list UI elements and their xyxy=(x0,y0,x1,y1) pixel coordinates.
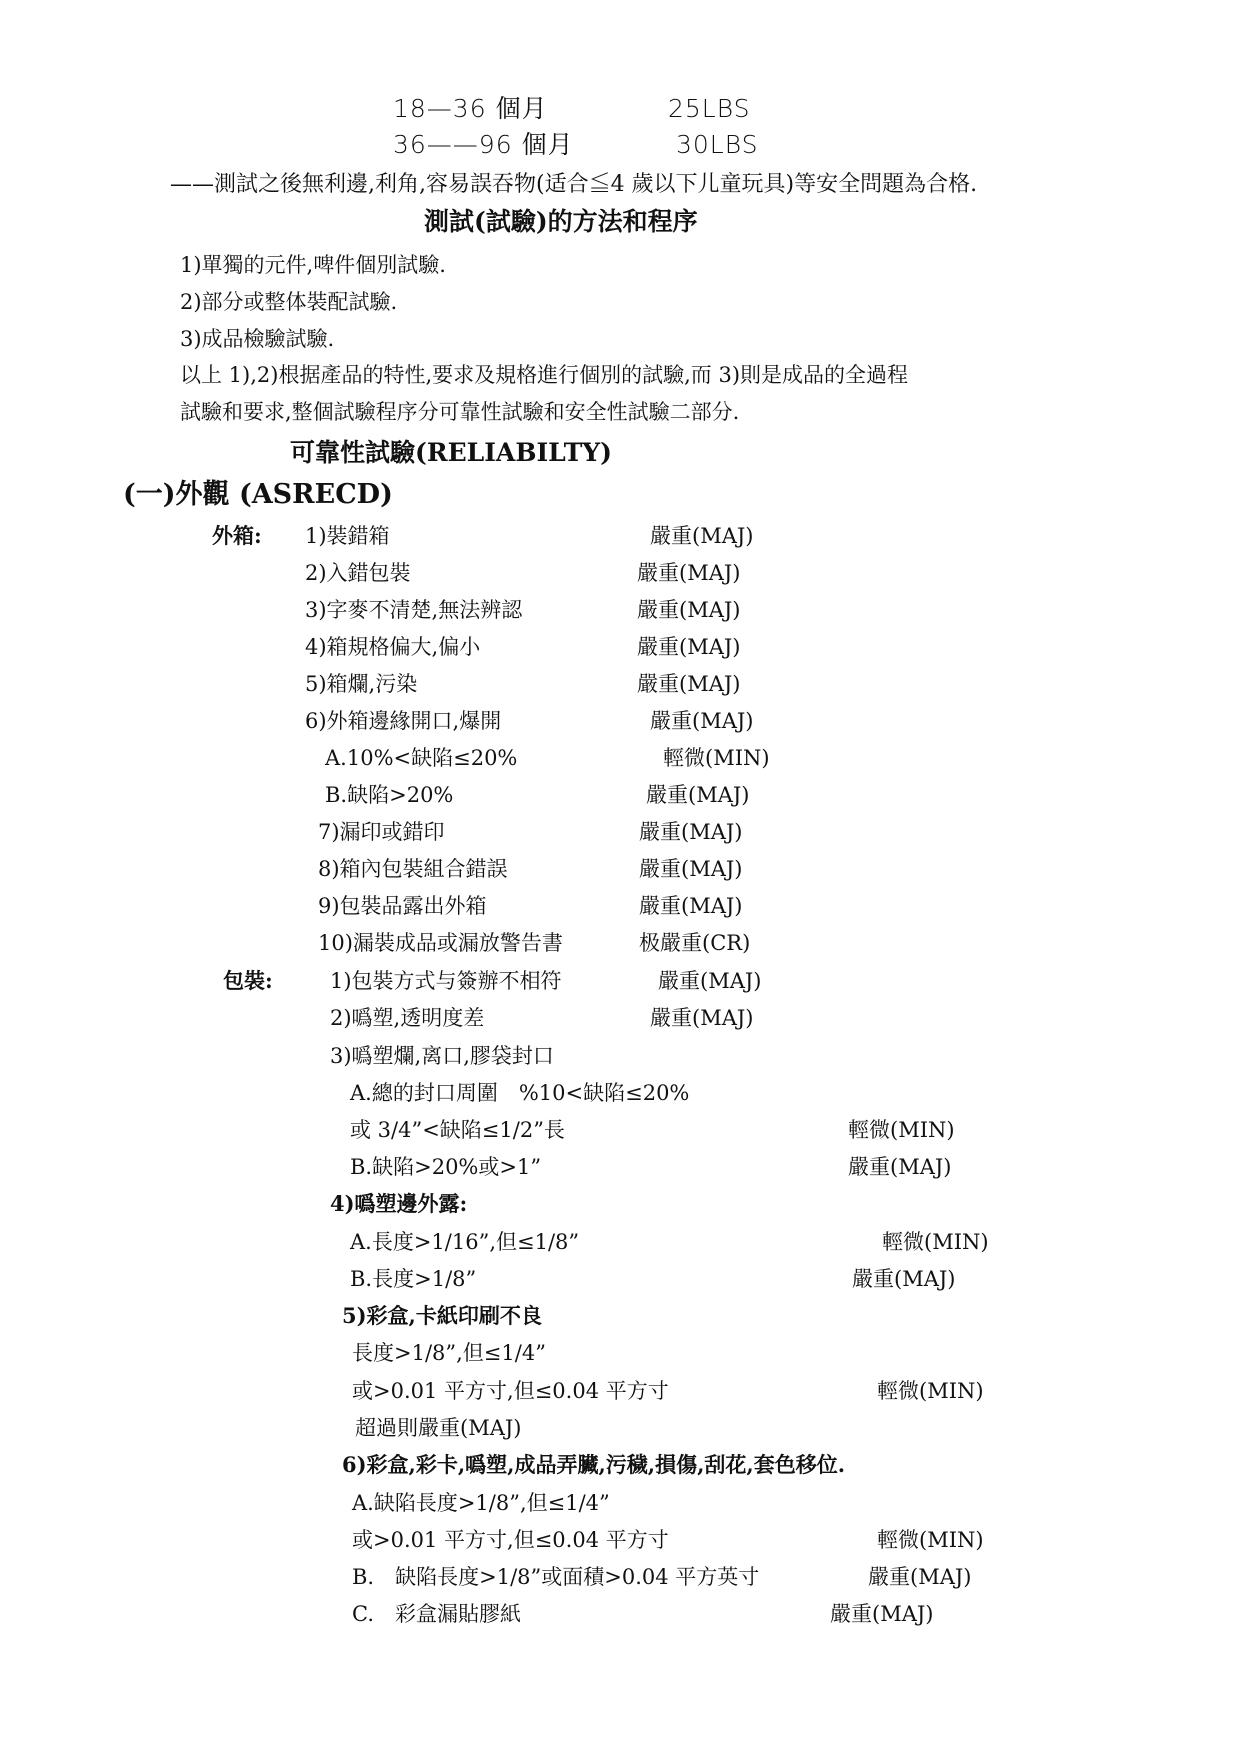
outer-box-item-level: 嚴重(MAJ) xyxy=(637,672,741,696)
packaging-item-4b-level: 嚴重(MAJ) xyxy=(852,1267,956,1291)
packaging-item-5a: 長度>1/8”,但≤1/4” xyxy=(352,1341,546,1365)
packaging-item-6a-line2: 或>0.01 平方寸,但≤0.04 平方寸 xyxy=(352,1528,669,1552)
packaging-item-2: 2)噅塑,透明度差 xyxy=(330,1006,485,1030)
outer-box-label: 外箱: xyxy=(212,523,262,548)
packaging-item-1-level: 嚴重(MAJ) xyxy=(658,969,762,993)
reliability-title: 可靠性試驗(RELIABILTY) xyxy=(290,438,612,467)
packaging-item-5: 5)彩盒,卡紙印刷不良 xyxy=(342,1303,542,1328)
paragraph-line-2: 試驗和要求,整個試驗程序分可靠性試驗和安全性試驗二部分. xyxy=(180,400,740,424)
pass-note: ——測試之後無利邊,利角,容易誤吞物(适合≦4 歲以下儿童玩具)等安全問題為合格. xyxy=(170,172,978,197)
outer-box-item-text: A.10%<缺陷≤20% xyxy=(325,746,518,770)
outer-box-item-text: 5)箱爛,污染 xyxy=(305,672,418,696)
step-1: 1)單獨的元件,啤件個別試驗. xyxy=(180,253,446,277)
outer-box-item-level: 嚴重(MAJ) xyxy=(639,820,743,844)
packaging-item-6b-level: 嚴重(MAJ) xyxy=(868,1565,972,1589)
packaging-item-5b-level: 輕微(MIN) xyxy=(877,1379,984,1403)
outer-box-item-level: 嚴重(MAJ) xyxy=(637,598,741,622)
packaging-item-6c: C. 彩盒漏貼膠紙 xyxy=(352,1602,521,1626)
outer-box-item-level: 嚴重(MAJ) xyxy=(637,561,741,585)
outer-box-item-level: 嚴重(MAJ) xyxy=(650,524,754,548)
weight-1: 25LBS xyxy=(668,94,751,123)
packaging-item-6a-level: 輕微(MIN) xyxy=(877,1528,984,1552)
outer-box-item-text: 6)外箱邊緣開口,爆開 xyxy=(305,709,502,733)
outer-box-item-level: 嚴重(MAJ) xyxy=(639,857,743,881)
weight-2: 30LBS xyxy=(676,130,759,159)
packaging-item-4a-level: 輕微(MIN) xyxy=(882,1230,989,1254)
packaging-item-6: 6)彩盒,彩卡,噅塑,成品弄臟,污穢,損傷,刮花,套色移位. xyxy=(342,1452,846,1477)
outer-box-item-level: 輕微(MIN) xyxy=(663,746,770,770)
packaging-item-3a-level: 輕微(MIN) xyxy=(848,1118,955,1142)
outer-box-item-level: 嚴重(MAJ) xyxy=(637,635,741,659)
packaging-item-3: 3)噅塑爛,离口,膠袋封口 xyxy=(330,1044,554,1068)
outer-box-item-text: 4)箱規格偏大,偏小 xyxy=(305,635,481,659)
outer-box-item-level: 嚴重(MAJ) xyxy=(639,894,743,918)
outer-box-item-text: 2)入錯包裝 xyxy=(305,561,411,585)
appearance-title: (一)外觀 (ASRECD) xyxy=(123,479,393,510)
packaging-item-4a: A.長度>1/16”,但≤1/8” xyxy=(350,1230,580,1254)
packaging-item-3a-line2: 或 3/4”<缺陷≤1/2”長 xyxy=(350,1118,565,1142)
packaging-item-6a: A.缺陷長度>1/8”,但≤1/4” xyxy=(352,1491,610,1515)
packaging-item-5c: 超過則嚴重(MAJ) xyxy=(355,1416,522,1440)
packaging-item-2-level: 嚴重(MAJ) xyxy=(650,1006,754,1030)
packaging-label: 包裝: xyxy=(223,968,273,993)
age-range-2: 36——96 個月 xyxy=(393,130,574,159)
outer-box-item-text: 3)字麥不清楚,無法辨認 xyxy=(305,598,523,622)
packaging-item-1: 1)包裝方式与簽辦不相符 xyxy=(330,969,562,993)
packaging-item-4b: B.長度>1/8” xyxy=(350,1267,477,1291)
step-3: 3)成品檢驗試驗. xyxy=(180,327,335,351)
packaging-item-6b: B. 缺陷長度>1/8”或面積>0.04 平方英寸 xyxy=(352,1565,760,1589)
outer-box-item-text: 1)裝錯箱 xyxy=(305,524,390,548)
outer-box-item-text: 8)箱內包裝組合錯誤 xyxy=(318,857,508,881)
packaging-item-5b: 或>0.01 平方寸,但≤0.04 平方寸 xyxy=(352,1379,669,1403)
outer-box-item-level: 嚴重(MAJ) xyxy=(650,709,754,733)
packaging-item-3b: B.缺陷>20%或>1” xyxy=(350,1155,542,1179)
outer-box-item-level: 极嚴重(CR) xyxy=(639,931,751,955)
outer-box-item-text: 9)包裝品露出外箱 xyxy=(318,894,487,918)
outer-box-item-text: 7)漏印或錯印 xyxy=(318,820,445,844)
step-2: 2)部分或整体裝配試驗. xyxy=(180,290,398,314)
paragraph-line-1: 以上 1),2)根据產品的特性,要求及規格進行個別的試驗,而 3)則是成品的全過程 xyxy=(180,363,909,387)
packaging-item-6c-level: 嚴重(MAJ) xyxy=(830,1602,934,1626)
age-range-1: 18—36 個月 xyxy=(393,94,548,123)
outer-box-item-level: 嚴重(MAJ) xyxy=(646,783,750,807)
packaging-item-4: 4)噅塑邊外露: xyxy=(330,1191,468,1216)
packaging-item-3a: A.總的封口周圍 %10<缺陷≤20% xyxy=(350,1081,690,1105)
outer-box-item-text: B.缺陷>20% xyxy=(325,783,454,807)
packaging-item-3b-level: 嚴重(MAJ) xyxy=(848,1155,952,1179)
method-title: 測試(試驗)的方法和程序 xyxy=(424,207,698,236)
outer-box-item-text: 10)漏裝成品或漏放警告書 xyxy=(318,931,563,955)
